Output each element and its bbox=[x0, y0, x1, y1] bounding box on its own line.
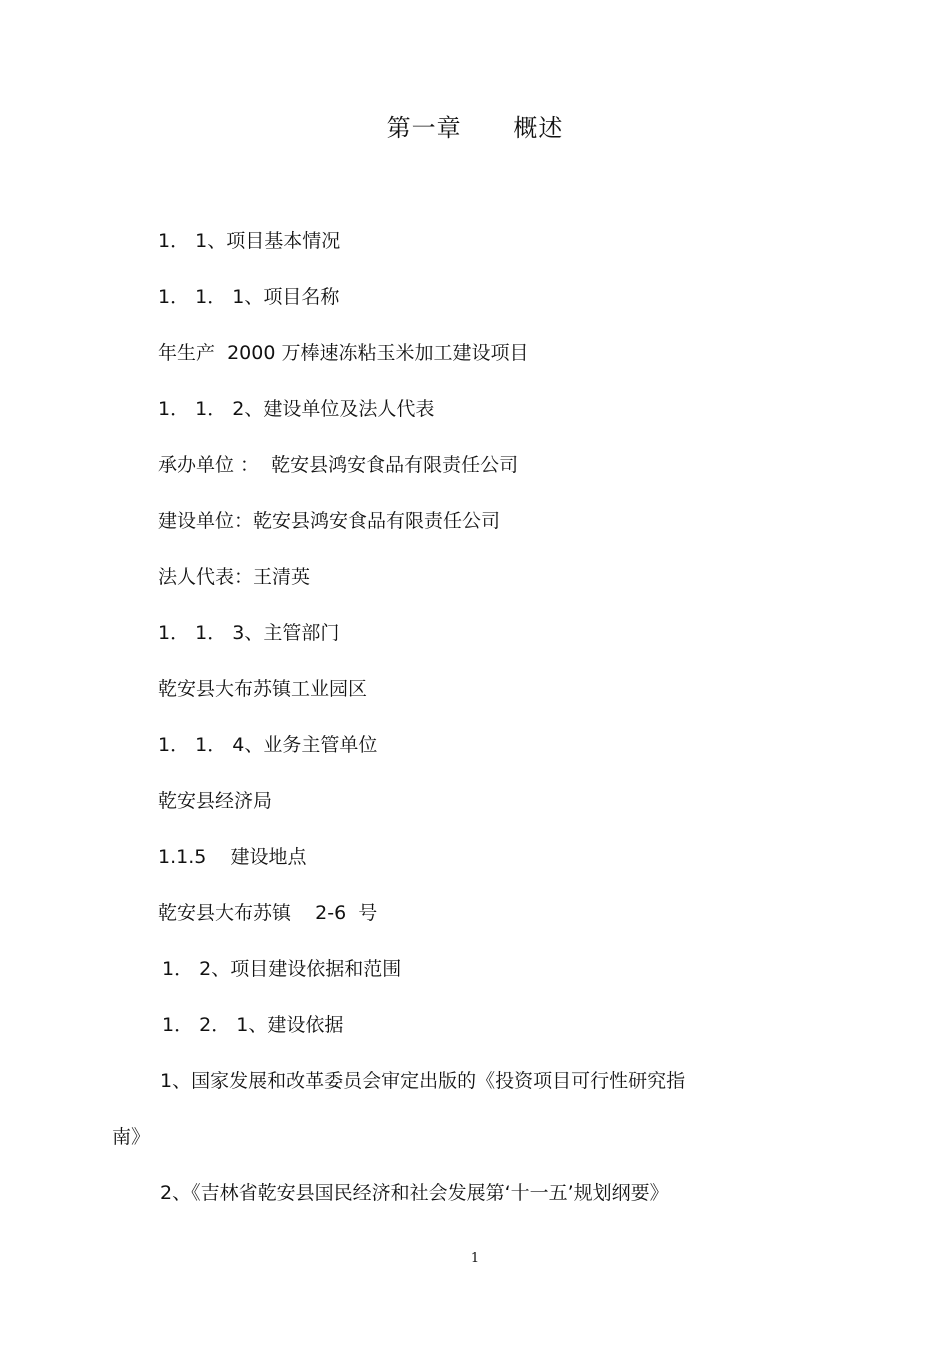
basis-item-1-continued: 南》 bbox=[112, 1126, 151, 1148]
section-heading-1-1-5: 1.1.5 建设地点 bbox=[158, 846, 307, 868]
section-heading-1-1: 1． 1、项目基本情况 bbox=[158, 230, 341, 252]
section-heading-1-1-3: 1． 1． 3、主管部门 bbox=[158, 622, 340, 644]
basis-item-2: 2、《吉林省乾安县国民经济和社会发展第‘十一五’规划纲要》 bbox=[160, 1182, 669, 1204]
legal-representative-text: 法人代表：王清英 bbox=[158, 566, 311, 588]
organizer-text: 承办单位 ： 乾安县鸿安食品有限责任公司 bbox=[158, 454, 519, 476]
location-text: 乾安县大布苏镇 2-6 号 bbox=[158, 902, 378, 924]
basis-item-1: 1、国家发展和改革委员会审定出版的《投资项目可行性研究指 bbox=[160, 1070, 686, 1092]
business-authority-text: 乾安县经济局 bbox=[158, 790, 273, 812]
chapter-title: 第一章 概述 bbox=[386, 114, 564, 142]
section-heading-1-1-1: 1． 1． 1、项目名称 bbox=[158, 286, 340, 308]
page-number: 1 bbox=[470, 1251, 480, 1266]
section-heading-1-1-4: 1． 1． 4、业务主管单位 bbox=[158, 734, 378, 756]
authority-text: 乾安县大布苏镇工业园区 bbox=[158, 678, 368, 700]
section-heading-1-2: 1． 2、项目建设依据和范围 bbox=[162, 958, 402, 980]
section-heading-1-2-1: 1． 2． 1、建设依据 bbox=[162, 1014, 344, 1036]
section-heading-1-1-2: 1． 1． 2、建设单位及法人代表 bbox=[158, 398, 435, 420]
project-name-text: 年生产 2000 万棒速冻粘玉米加工建设项目 bbox=[158, 342, 529, 364]
builder-text: 建设单位：乾安县鸿安食品有限责任公司 bbox=[158, 510, 501, 532]
